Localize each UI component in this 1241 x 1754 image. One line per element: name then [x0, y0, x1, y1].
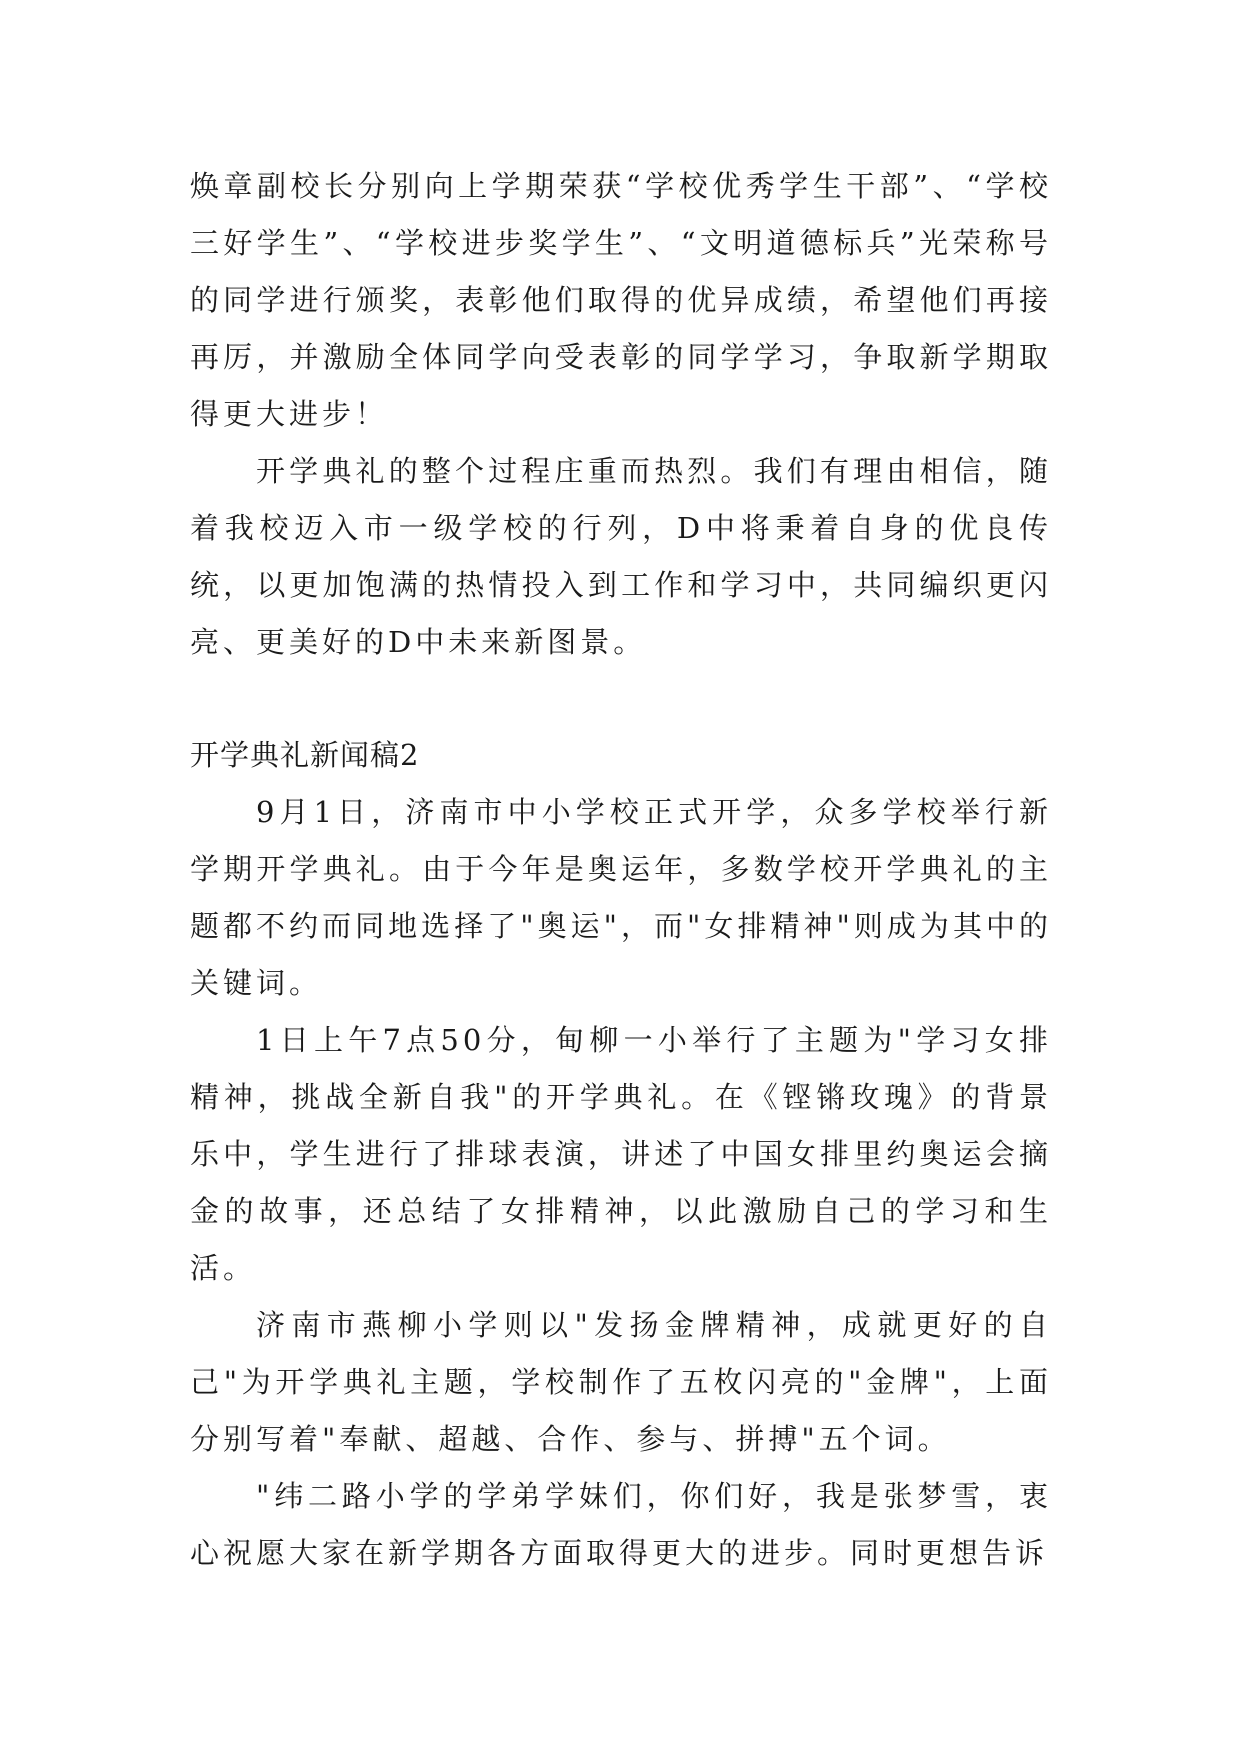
paragraph-dianliu-school: 1日上午7点50分，甸柳一小举行了主题为"学习女排精神，挑战全新自我"的开学典礼。在《铿锵玫瑰》的背景乐中，学生进行了排球表演，讲述了中国女排里约奥运会摘金的故事，还总结了女排精神，以此激励自己的学习和生活。 [190, 1023, 1052, 1285]
paragraph-yanliu-school: 济南市燕柳小学则以"发扬金牌精神，成就更好的自己"为开学典礼主题，学校制作了五枚闪亮的"金牌"，上面分别写着"奉献、超越、合作、参与、拼搏"五个词。 [190, 1308, 1052, 1456]
document-body [190, 158, 1052, 1582]
paragraph-weierlu-school: "纬二路小学的学弟学妹们，你们好，我是张梦雪，衷心祝愿大家在新学期各方面取得更大的进步。同时更想告诉 [190, 1479, 1052, 1570]
paragraph-ceremony-summary: 开学典礼的整个过程庄重而热烈。我们有理由相信，随着我校迈入市一级学校的行列，D中将秉着自身的优良传统，以更加饱满的热情投入到工作和学习中，共同编织更闪亮、更美好的D中未来新图景。 [190, 454, 1052, 659]
paragraph-award-continuation: 焕章副校长分别向上学期荣获“学校优秀学生干部”、“学校三好学生”、“学校进步奖学生”、“文明道德标兵”光荣称号的同学进行颁奖，表彰他们取得的优异成绩，希望他们再接再厉，并激励全体同学向受表彰的同学学习，争取新学期取得更大进步！ [190, 169, 1052, 431]
section-title: 开学典礼新闻稿2 [190, 738, 420, 772]
paragraph-jinan-opening: 9月1日，济南市中小学校正式开学，众多学校举行新学期开学典礼。由于今年是奥运年，多数学校开学典礼的主题都不约而同地选择了"奥运"，而"女排精神"则成为其中的关键词。 [190, 795, 1052, 1000]
